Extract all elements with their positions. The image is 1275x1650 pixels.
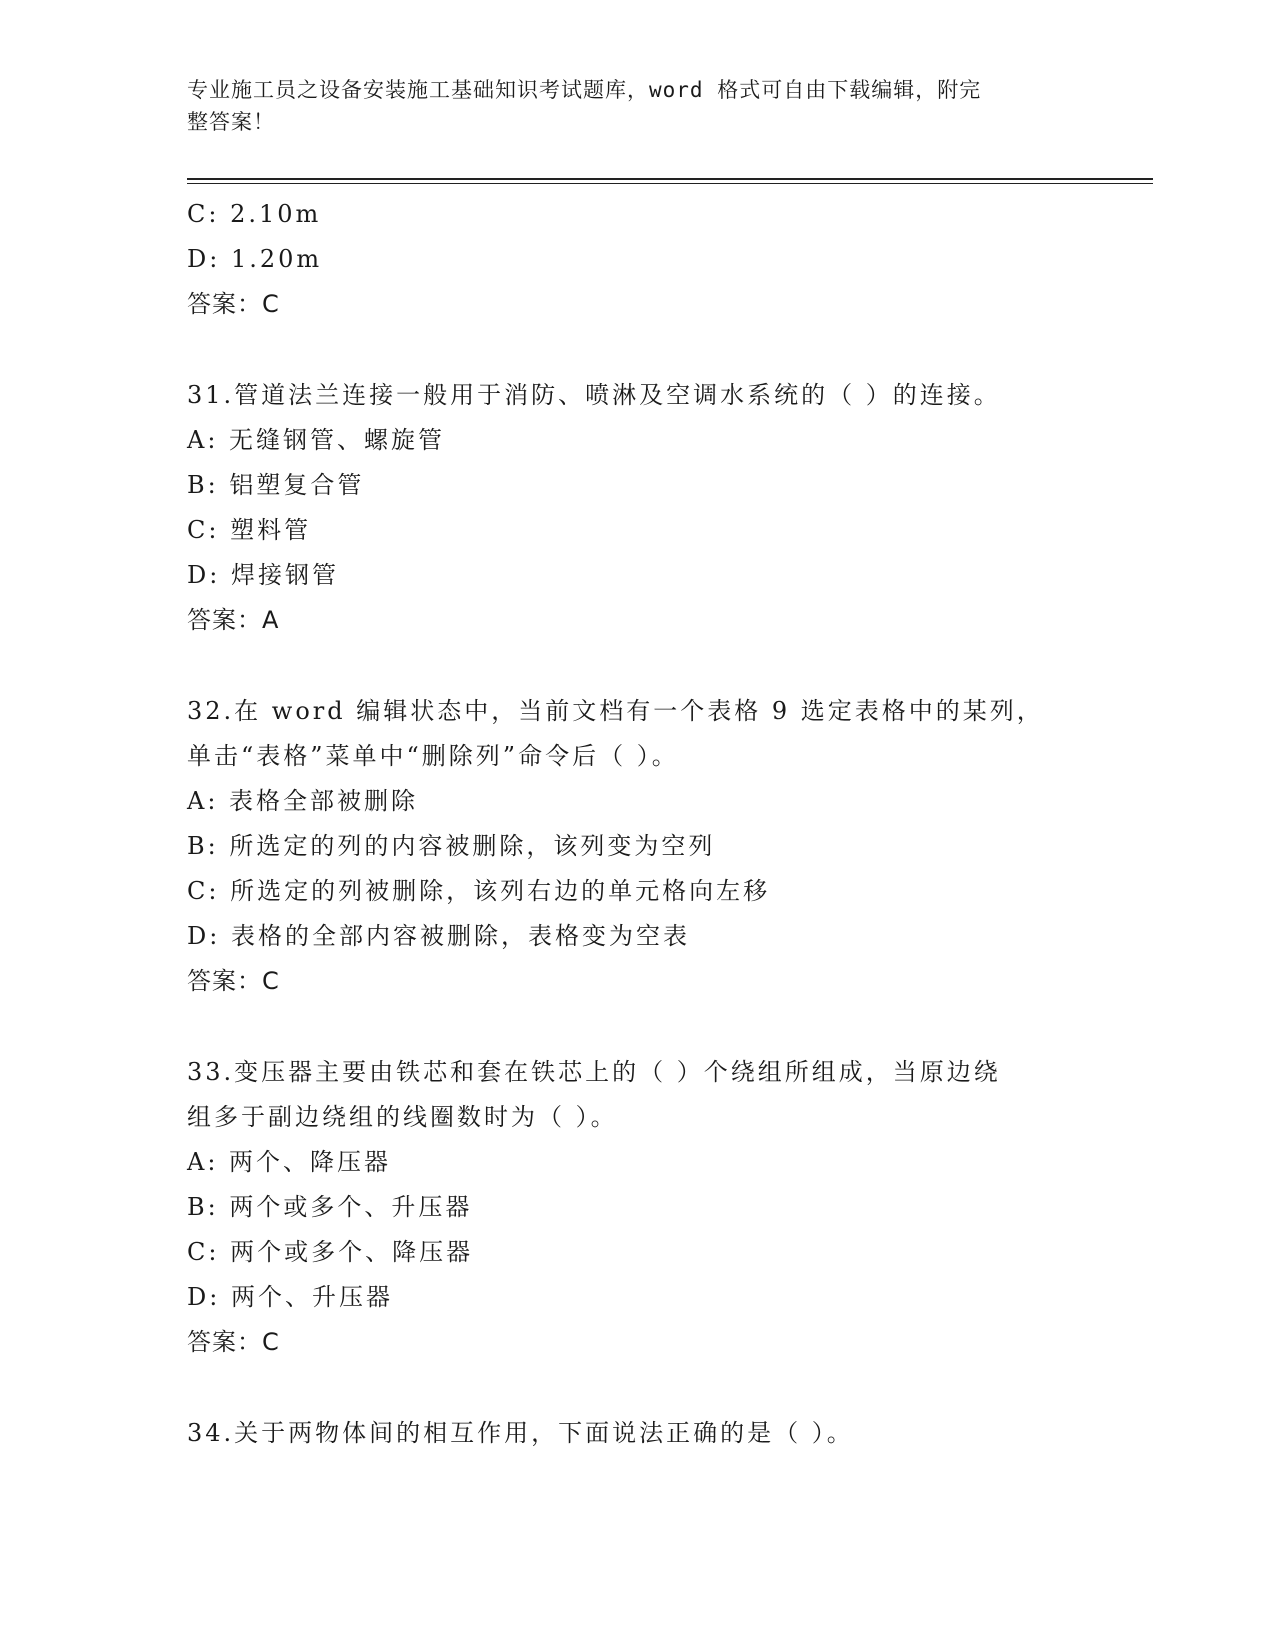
option-b: B: 铝塑复合管 <box>187 471 365 499</box>
question-stem: 组多于副边绕组的线圈数时为（ ）。 <box>187 1103 618 1131</box>
option-a: A: 两个、降压器 <box>187 1148 392 1176</box>
answer: 答案：C <box>187 967 280 995</box>
option-b: B: 两个或多个、升压器 <box>187 1193 473 1221</box>
option-c: C: 2.10m <box>187 200 322 228</box>
question-stem: 32.在 word 编辑状态中，当前文档有一个表格 9 选定表格中的某列， <box>187 697 1044 725</box>
answer: 答案：C <box>187 290 280 318</box>
question-stem: 31.管道法兰连接一般用于消防、喷淋及空调水系统的（ ）的连接。 <box>187 381 1001 409</box>
option-c: C: 两个或多个、降压器 <box>187 1238 474 1266</box>
option-b: B: 所选定的列的内容被删除，该列变为空列 <box>187 832 716 860</box>
option-a: A: 无缝钢管、螺旋管 <box>187 426 446 454</box>
question-34 <box>187 1411 1087 1456</box>
option-d: D: 两个、升压器 <box>187 1283 393 1311</box>
header-line: 专业施工员之设备安装施工基础知识考试题库，word 格式可自由下载编辑，附完 <box>187 78 982 102</box>
question-stem: 33.变压器主要由铁芯和套在铁芯上的（ ）个绕组所组成，当原边绕 <box>187 1058 1001 1086</box>
header-line: 整答案！ <box>187 110 275 134</box>
question-stem: 单击“表格”菜单中“删除列”命令后（ ）。 <box>187 742 679 770</box>
question-list <box>187 192 1087 1456</box>
answer: 答案：C <box>187 1328 280 1356</box>
option-a: A: 表格全部被删除 <box>187 787 419 815</box>
option-d: D: 焊接钢管 <box>187 561 339 589</box>
header-divider <box>187 183 1153 184</box>
option-c: C: 所选定的列被删除，该列右边的单元格向左移 <box>187 877 771 905</box>
option-c: C: 塑料管 <box>187 516 312 544</box>
question-31 <box>187 373 1087 643</box>
question-stem: 34.关于两物体间的相互作用，下面说法正确的是（ ）。 <box>187 1419 854 1447</box>
answer: 答案：A <box>187 606 280 634</box>
question-fragment <box>187 192 1087 327</box>
question-33 <box>187 1050 1087 1365</box>
question-32 <box>187 689 1087 1004</box>
header-divider <box>187 178 1153 180</box>
option-d: D: 表格的全部内容被删除，表格变为空表 <box>187 922 690 950</box>
page-header <box>187 74 1067 138</box>
option-d: D: 1.20m <box>187 245 323 273</box>
